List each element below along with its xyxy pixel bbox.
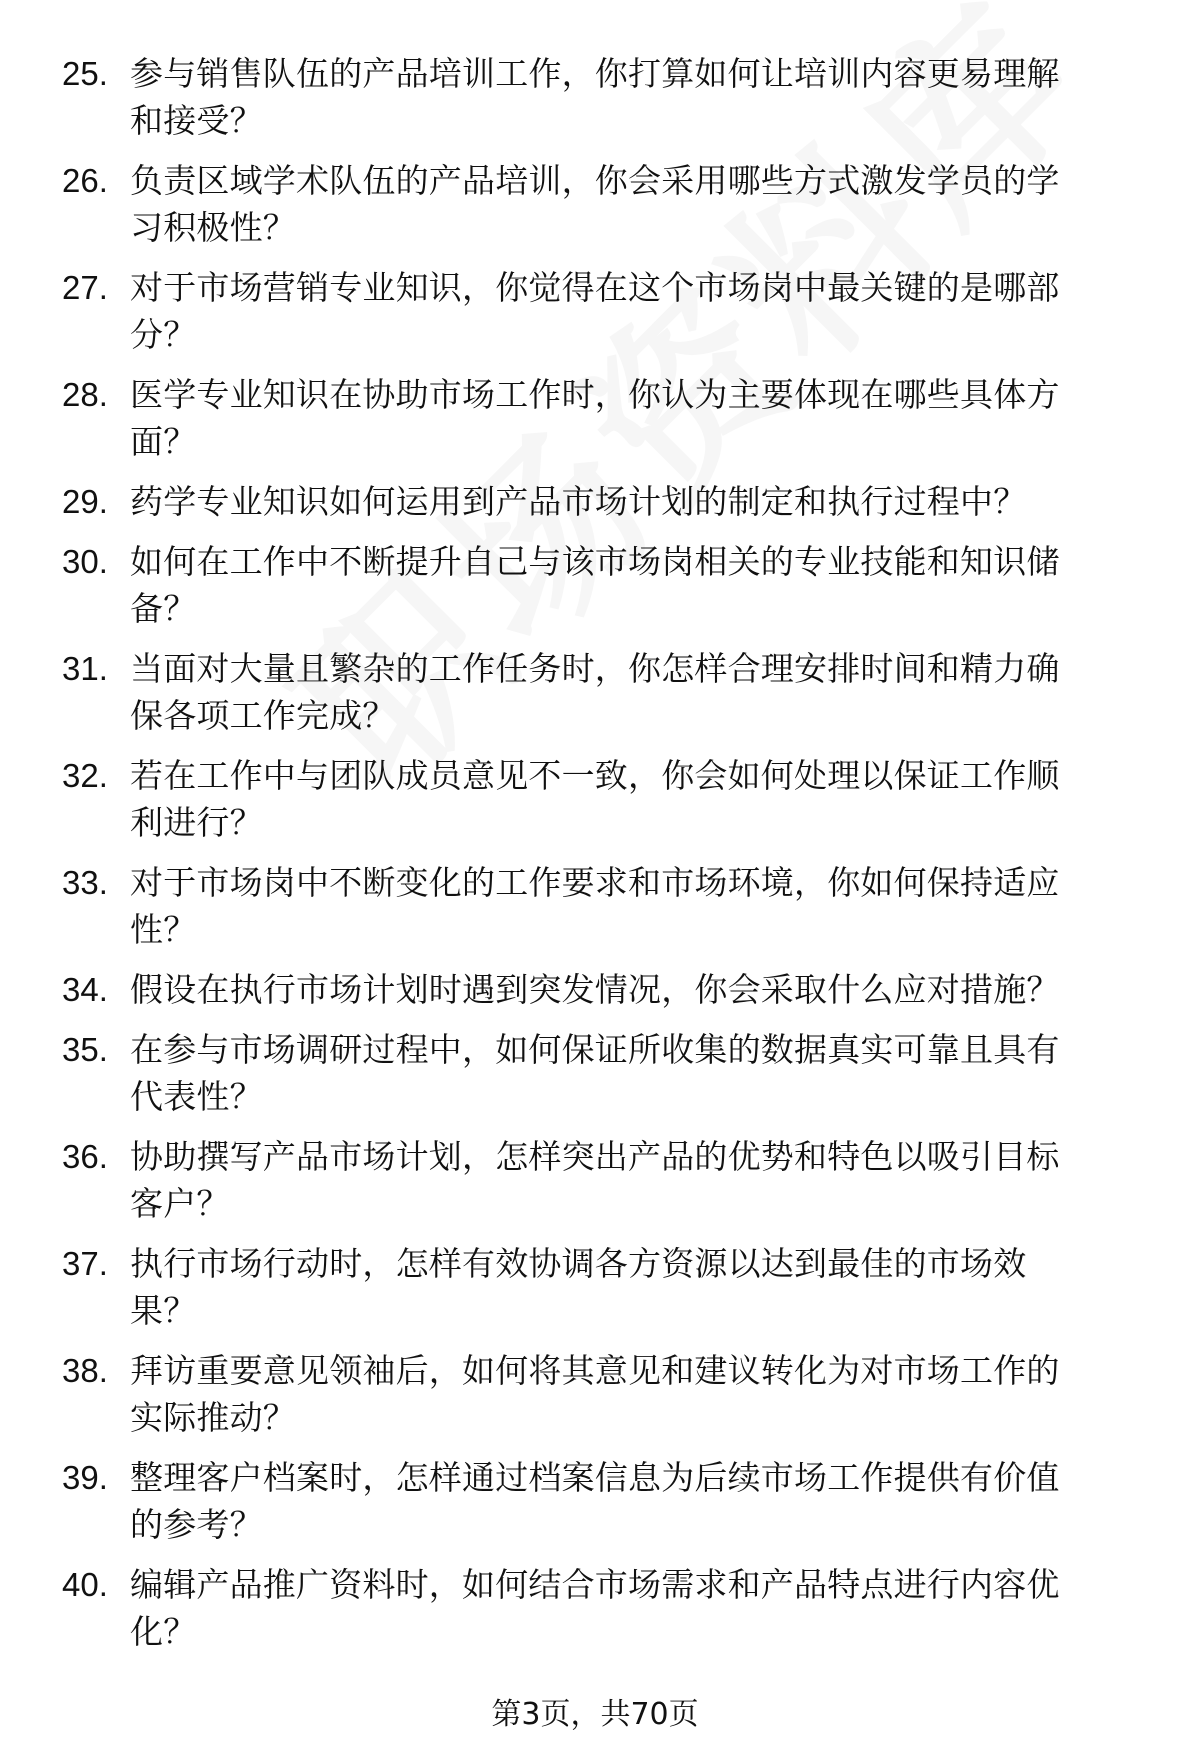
question-number: 38.	[62, 1352, 108, 1389]
question-text: 药学专业知识如何运用到产品市场计划的制定和执行过程中？	[130, 482, 1027, 521]
question-text: 协助撰写产品市场计划，怎样突出产品的优势和特色以吸引目标 客户？	[130, 1137, 1060, 1223]
question-number: 35.	[62, 1031, 108, 1068]
question-text: 负责区域学术队伍的产品培训，你会采用哪些方式激发学员的学 习积极性？	[130, 161, 1060, 247]
question-text: 在参与市场调研过程中，如何保证所收集的数据真实可靠且具有 代表性？	[130, 1030, 1060, 1116]
question-item	[62, 1240, 1152, 1347]
question-text: 若在工作中与团队成员意见不一致，你会如何处理以保证工作顺 利进行？	[130, 756, 1060, 842]
question-number: 40.	[62, 1566, 108, 1603]
question-number: 33.	[62, 864, 108, 901]
question-item	[62, 157, 1152, 264]
question-item	[62, 1561, 1152, 1668]
question-number: 37.	[62, 1245, 108, 1282]
question-item	[62, 538, 1152, 645]
question-number: 39.	[62, 1459, 108, 1496]
question-item	[62, 966, 1152, 1026]
question-item	[62, 1133, 1152, 1240]
question-number: 26.	[62, 162, 108, 199]
question-item	[62, 50, 1152, 157]
question-item	[62, 478, 1152, 538]
question-number: 28.	[62, 376, 108, 413]
question-item	[62, 752, 1152, 859]
question-text: 执行市场行动时，怎样有效协调各方资源以达到最佳的市场效 果？	[130, 1244, 1027, 1330]
question-list	[62, 50, 1152, 1668]
question-text: 编辑产品推广资料时，如何结合市场需求和产品特点进行内容优 化？	[130, 1565, 1060, 1651]
question-item	[62, 371, 1152, 478]
question-text: 参与销售队伍的产品培训工作，你打算如何让培训内容更易理解 和接受？	[130, 54, 1060, 140]
question-number: 31.	[62, 650, 108, 687]
question-text: 假设在执行市场计划时遇到突发情况，你会采取什么应对措施？	[130, 970, 1060, 1009]
question-item	[62, 859, 1152, 966]
question-text: 对于市场岗中不断变化的工作要求和市场环境，你如何保持适应 性？	[130, 863, 1060, 949]
question-item	[62, 1454, 1152, 1561]
question-number: 32.	[62, 757, 108, 794]
question-text: 如何在工作中不断提升自己与该市场岗相关的专业技能和知识储 备？	[130, 542, 1060, 628]
question-text: 整理客户档案时，怎样通过档案信息为后续市场工作提供有价值 的参考？	[130, 1458, 1060, 1544]
question-text: 医学专业知识在协助市场工作时，你认为主要体现在哪些具体方 面？	[130, 375, 1060, 461]
question-item	[62, 1026, 1152, 1133]
question-item	[62, 264, 1152, 371]
question-number: 36.	[62, 1138, 108, 1175]
question-number: 29.	[62, 483, 108, 520]
question-text: 拜访重要意见领袖后，如何将其意见和建议转化为对市场工作的 实际推动？	[130, 1351, 1060, 1437]
question-text: 对于市场营销专业知识，你觉得在这个市场岗中最关键的是哪部 分？	[130, 268, 1060, 354]
question-number: 30.	[62, 543, 108, 580]
question-text: 当面对大量且繁杂的工作任务时，你怎样合理安排时间和精力确 保各项工作完成？	[130, 649, 1060, 735]
page-footer: 第3页，共70页	[491, 1697, 699, 1732]
question-item	[62, 1347, 1152, 1454]
question-item	[62, 645, 1152, 752]
question-number: 25.	[62, 55, 108, 92]
question-number: 34.	[62, 971, 108, 1008]
question-number: 27.	[62, 269, 108, 306]
